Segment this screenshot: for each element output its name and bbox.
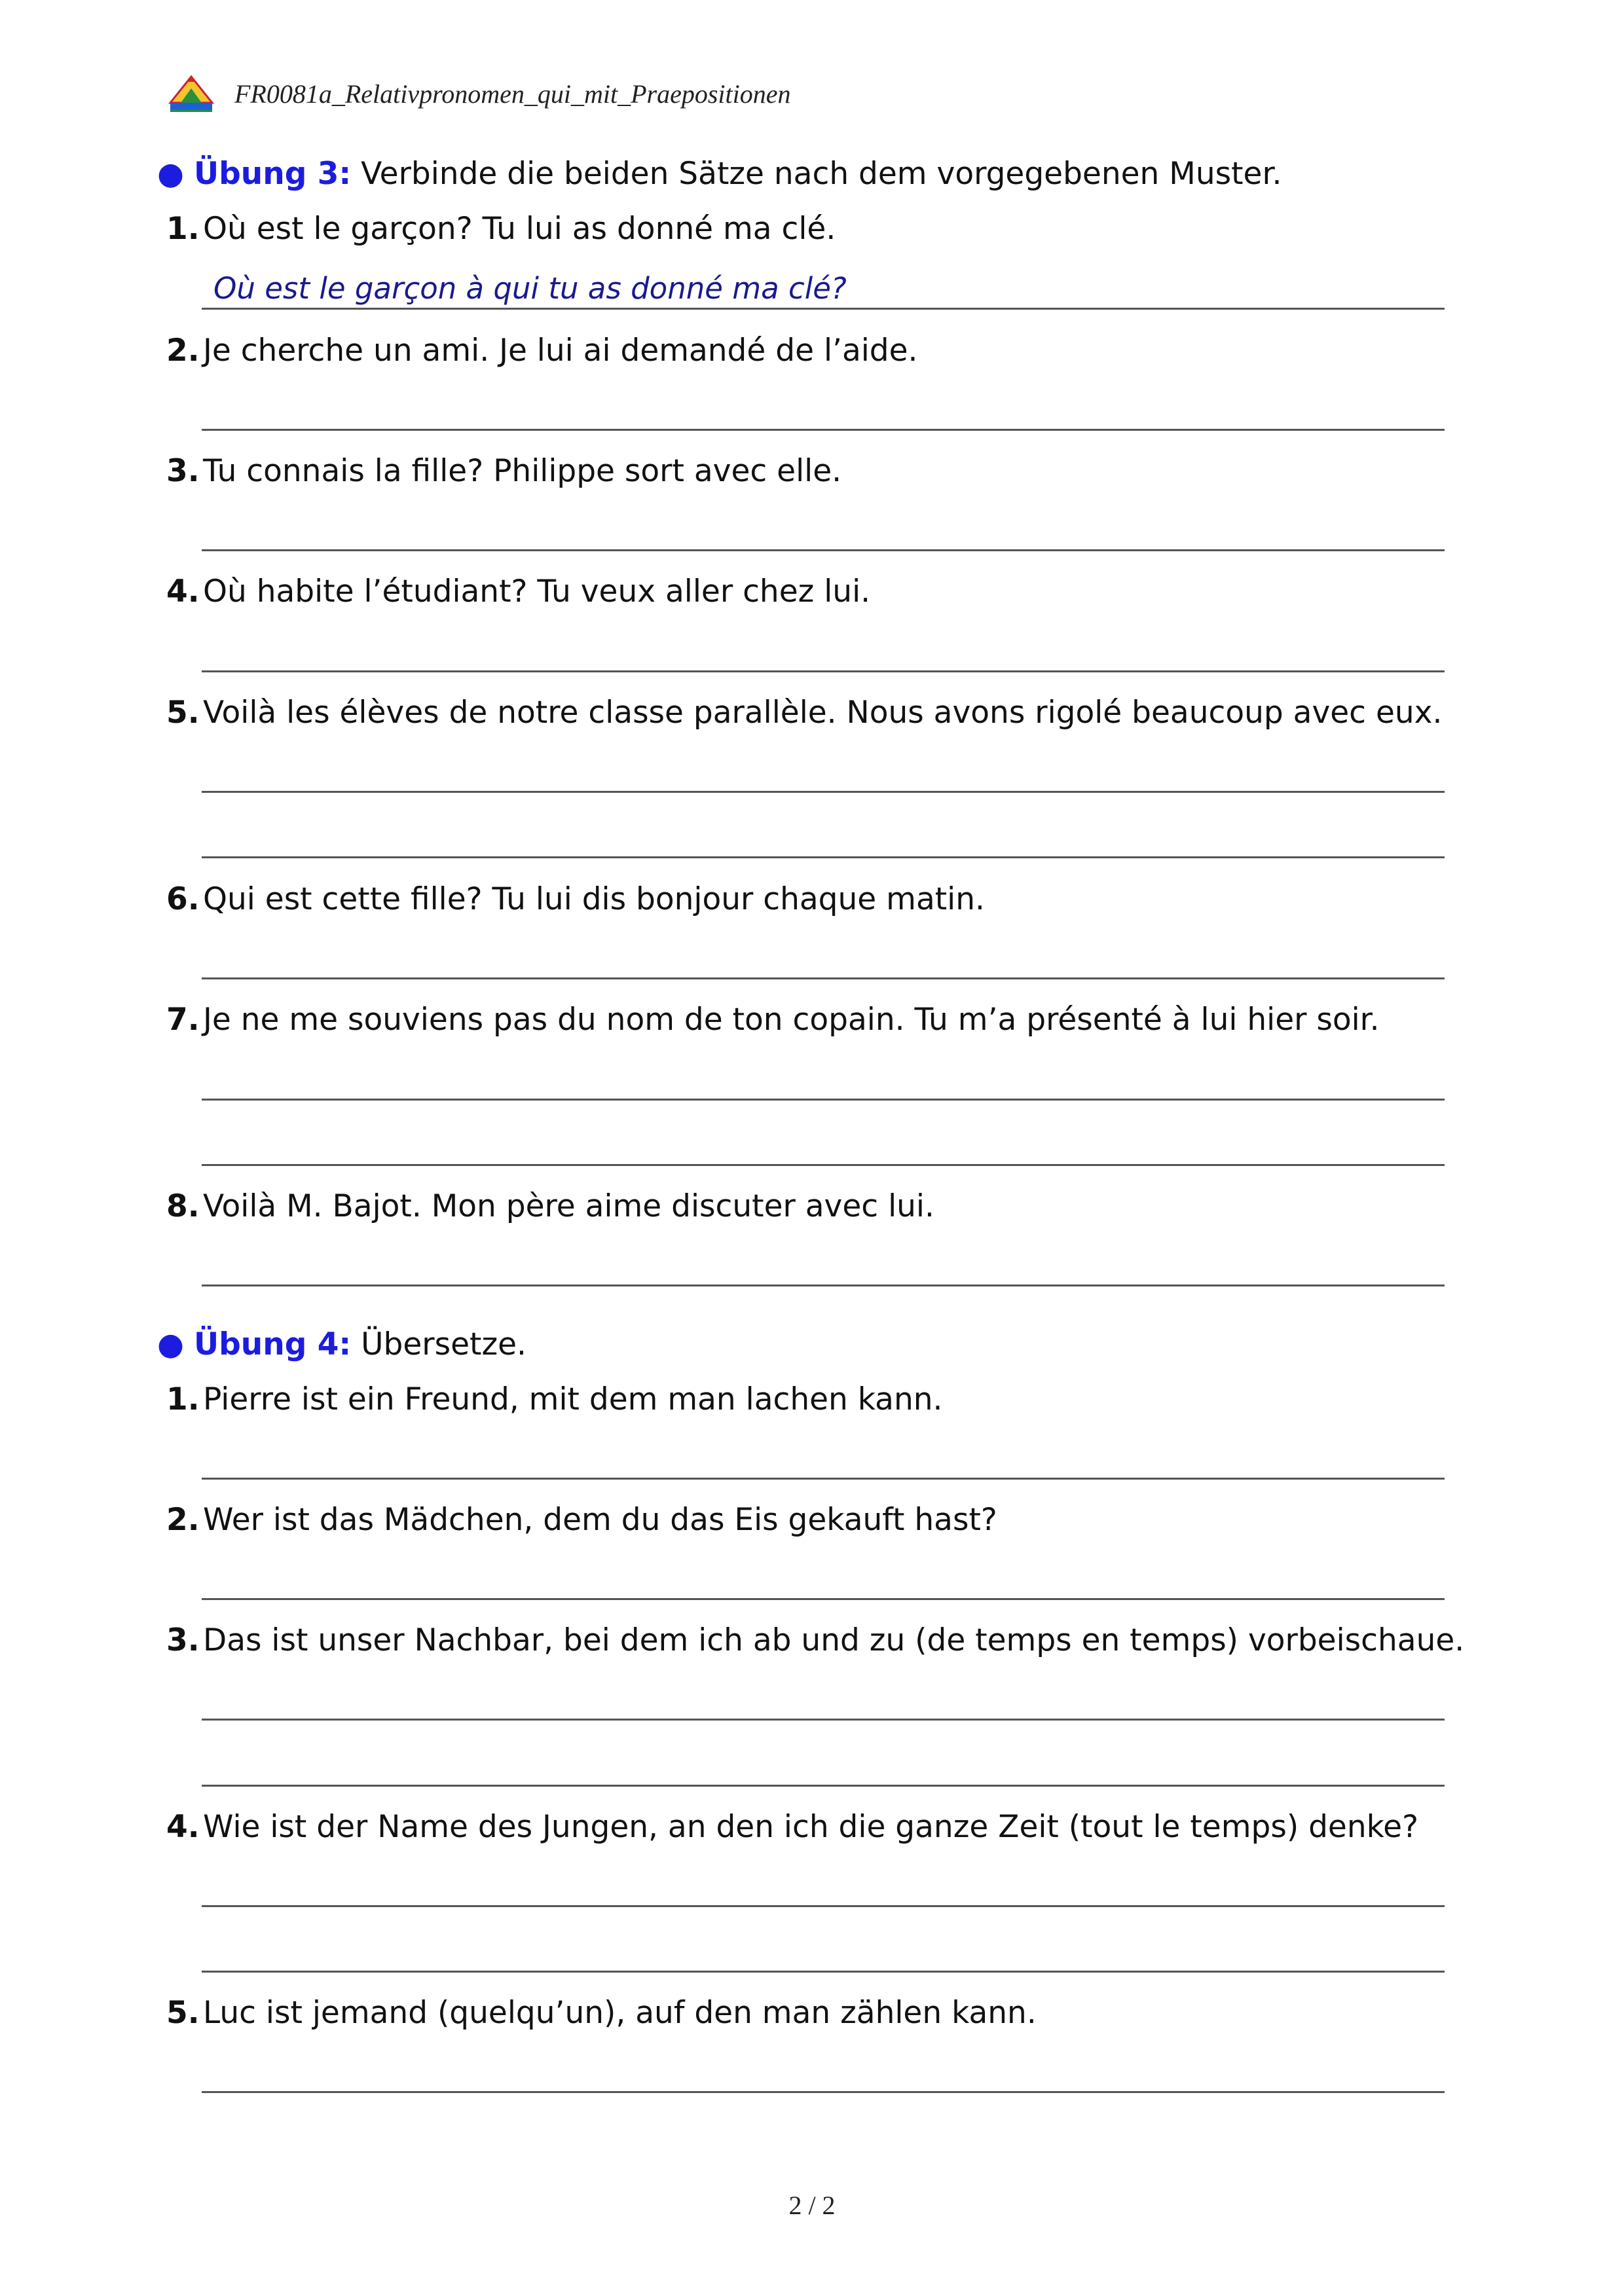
- answer-line[interactable]: [202, 670, 1445, 672]
- document-title: FR0081a_Relativpronomen_qui_mit_Praepositionen: [234, 79, 791, 109]
- item-prompt: Je ne me souviens pas du nom de ton copain. Tu m’a présenté à lui hier soir.: [203, 1002, 1380, 1038]
- colorful-mountain-book-icon: [168, 74, 215, 113]
- answer-line[interactable]: [202, 1099, 1445, 1101]
- exercise-4-heading: [157, 1326, 526, 1362]
- exercise-3-item-2: 2. Je cherche un ami. Je lui ai demandé de l’aide.: [166, 333, 918, 369]
- exercise-4-item-2: 2. Wer ist das Mädchen, dem du das Eis gekauft hast?: [166, 1502, 997, 1538]
- exercise-4-item-1: 1. Pierre ist ein Freund, mit dem man lachen kann.: [166, 1381, 943, 1417]
- exercise-3-item-3: 3. Tu connais la fille? Philippe sort avec elle.: [166, 453, 842, 489]
- exercise-3-item-5: 5. Voilà les élèves de notre classe parallèle. Nous avons rigolé beaucoup avec eux.: [166, 695, 1443, 731]
- answer-line[interactable]: [202, 2091, 1445, 2093]
- item-prompt: Tu connais la fille? Philippe sort avec elle.: [203, 453, 842, 489]
- item-prompt: Voilà les élèves de notre classe parallèle. Nous avons rigolé beaucoup avec eux.: [203, 695, 1443, 731]
- item-prompt: Das ist unser Nachbar, bei dem ich ab und zu (de temps en temps) vorbeischaue.: [203, 1622, 1465, 1658]
- exercise-4-item-3: 3. Das ist unser Nachbar, bei dem ich ab und zu (de temps en temps) vorbeischaue.: [166, 1622, 1465, 1658]
- item-prompt: Je cherche un ami. Je lui ai demandé de l’aide.: [203, 333, 918, 369]
- exercise-3-item-1: 1. Où est le garçon? Tu lui as donné ma clé.: [166, 211, 836, 247]
- answer-line[interactable]: [202, 1785, 1445, 1787]
- answer-line[interactable]: [202, 1478, 1445, 1480]
- exercise-3-item-8: 8. Voilà M. Bajot. Mon père aime discuter avec lui.: [166, 1188, 934, 1224]
- document-header: [168, 71, 791, 117]
- answer-line[interactable]: [202, 1164, 1445, 1166]
- bullet-icon: ●: [157, 156, 185, 192]
- answer-line[interactable]: [202, 308, 1445, 310]
- answer-line[interactable]: [202, 1598, 1445, 1600]
- answer-line[interactable]: [202, 791, 1445, 793]
- answer-line[interactable]: [202, 1285, 1445, 1286]
- item-prompt: Où est le garçon? Tu lui as donné ma clé.: [203, 211, 836, 247]
- page-number: 2 / 2: [788, 2191, 836, 2220]
- answer-line[interactable]: [202, 429, 1445, 431]
- exercise-4-item-4: 4. Wie ist der Name des Jungen, an den ich die ganze Zeit (tout le temps) denke?: [166, 1809, 1419, 1845]
- answer-line[interactable]: [202, 1719, 1445, 1721]
- exercise-3-heading: [157, 156, 1282, 192]
- answer-line[interactable]: [202, 1971, 1445, 1973]
- item-prompt: Où habite l’étudiant? Tu veux aller chez lui.: [203, 574, 871, 610]
- example-answer: Où est le garçon à qui tu as donné ma clé?: [213, 271, 847, 306]
- answer-line[interactable]: [202, 1905, 1445, 1907]
- item-prompt: Wie ist der Name des Jungen, an den ich die ganze Zeit (tout le temps) denke?: [203, 1809, 1419, 1845]
- item-prompt: Voilà M. Bajot. Mon père aime discuter avec lui.: [203, 1188, 934, 1224]
- exercise-4-instruction: Übersetze.: [361, 1326, 526, 1362]
- answer-line[interactable]: [202, 549, 1445, 551]
- answer-line[interactable]: [202, 856, 1445, 858]
- exercise-3-instruction: Verbinde die beiden Sätze nach dem vorgegebenen Muster.: [361, 156, 1282, 192]
- exercise-3-item-4: 4. Où habite l’étudiant? Tu veux aller chez lui.: [166, 574, 871, 610]
- exercise-4-label: Übung 4:: [193, 1326, 352, 1362]
- exercise-3-label: Übung 3:: [193, 156, 352, 192]
- bullet-icon: ●: [157, 1326, 185, 1362]
- item-prompt: Pierre ist ein Freund, mit dem man lachen kann.: [203, 1381, 943, 1417]
- item-prompt: Qui est cette fille? Tu lui dis bonjour chaque matin.: [203, 881, 985, 917]
- item-prompt: Luc ist jemand (quelqu’un), auf den man zählen kann.: [203, 1995, 1037, 2031]
- exercise-3-item-6: 6. Qui est cette fille? Tu lui dis bonjour chaque matin.: [166, 881, 985, 917]
- item-prompt: Wer ist das Mädchen, dem du das Eis gekauft hast?: [203, 1502, 997, 1538]
- answer-line[interactable]: [202, 977, 1445, 979]
- exercise-3-item-7: 7. Je ne me souviens pas du nom de ton copain. Tu m’a présenté à lui hier soir.: [166, 1002, 1380, 1038]
- exercise-4-item-5: 5. Luc ist jemand (quelqu’un), auf den man zählen kann.: [166, 1995, 1037, 2031]
